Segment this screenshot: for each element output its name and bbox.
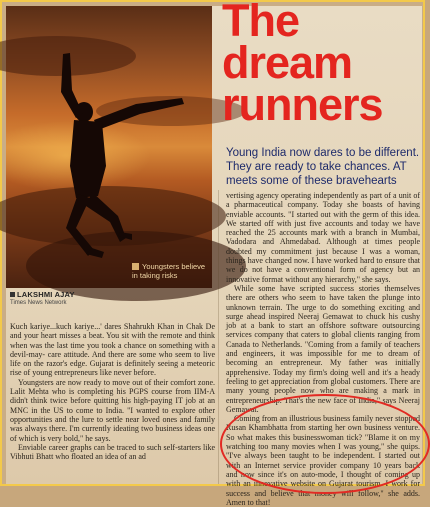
byline: [10, 290, 210, 306]
headline-line-2: dream: [222, 37, 353, 88]
paragraph: Enviable career graphs can be traced to such self-starters like Vibhuti Bhatt who floated an idea of an ad: [10, 442, 215, 462]
photo-caption: Youngsters believe in taking risks: [132, 262, 206, 280]
paragraph: Coming from an illustrious business family never stopped Rusan Khambhatta from starting her own business venture. So what makes this businesswoman tick? "Blame it on my watching too many movies when I was young," she quips. "I've always been taught to be independent. I started out with an Internet service provider company 10 years back and now since it's on auto-mode, I thought of coming up with an innovative website on Gujarat tourism. I work for success and believe that money will follow," she adds. Amen to that!: [226, 414, 420, 507]
headline-line-3: runners: [222, 79, 383, 130]
article-column-right: [226, 191, 420, 507]
newspaper-clipping: [6, 0, 422, 507]
paragraph: While some have scripted success stories themselves there are others who seem to have taken the plunge into unknown terrain. The urge to do something exciting and surge ahead inspired Neeraj Gemawat to chuck his cushy job at a bank to start an offshore software outsourcing services company that caters to global clients ranging from Canada to Netherlands. "Coming from a family of teachers and engineers, it was impossible for me to dream of becoming an entrepreneur. My father was initially apprehensive. Today my firm's doing well and it's a heady feeling to get appreciation from global customers. There are many young people now who are making a mark in entrepreneurship. That's the new face of India," says Neeraj Gemawat.: [226, 283, 420, 414]
paragraph: vertising agency operating independently as part of a unit of a pharmaceutical company. Today she boasts of having enviable accounts. "I started out with the germ of this idea. We started off with just five accounts and today we have reached the 25 accounts mark with a branch in Mumbai, Vadodara and Ahmedabad. Although at times people doubted my commitment just because I was a woman, things have changed now. I have worked hard to ensure that we do not have a conventional form of agency but an innovative format without any hierarchy," she says.: [226, 191, 420, 284]
news-agency: Times News Network: [10, 300, 67, 306]
column-divider: [218, 190, 219, 484]
headline: [222, 0, 422, 130]
paragraph: Kuch kariye...kuch kariye...' dares Shahrukh Khan in Chak De and your heart misses a beat. You sit with the remote and think when was the last time you took a chance on something with a devil-may- care attitude. And there are some who seem to live life on the razor's edge. Gujarat is definitely seeing a meteoric rise of young entrepreneurs like never before.: [10, 322, 215, 378]
article-column-left: [10, 322, 215, 484]
silhouette-photo: [6, 6, 212, 288]
paragraph: Youngsters are now ready to move out of their comfort zone. Lalit Mehta who is completing his PGPS course from IIM-A didn't think twice before quitting his high-paying IT job at an MNC in the US to come to India. "I wanted to explore other opportunities and the lure to settle near loved ones and family was always there. I'm currently ideating two business ideas one of which is very bold," he says.: [10, 377, 215, 443]
author-name: LAKSHMI AJAY: [17, 290, 75, 299]
jumping-person-silhouette: [6, 6, 212, 288]
headline-line-1: The: [222, 0, 300, 46]
standfirst: Young India now dares to be different. They are ready to take chances. AT meets some of these bravehearts: [226, 147, 420, 187]
